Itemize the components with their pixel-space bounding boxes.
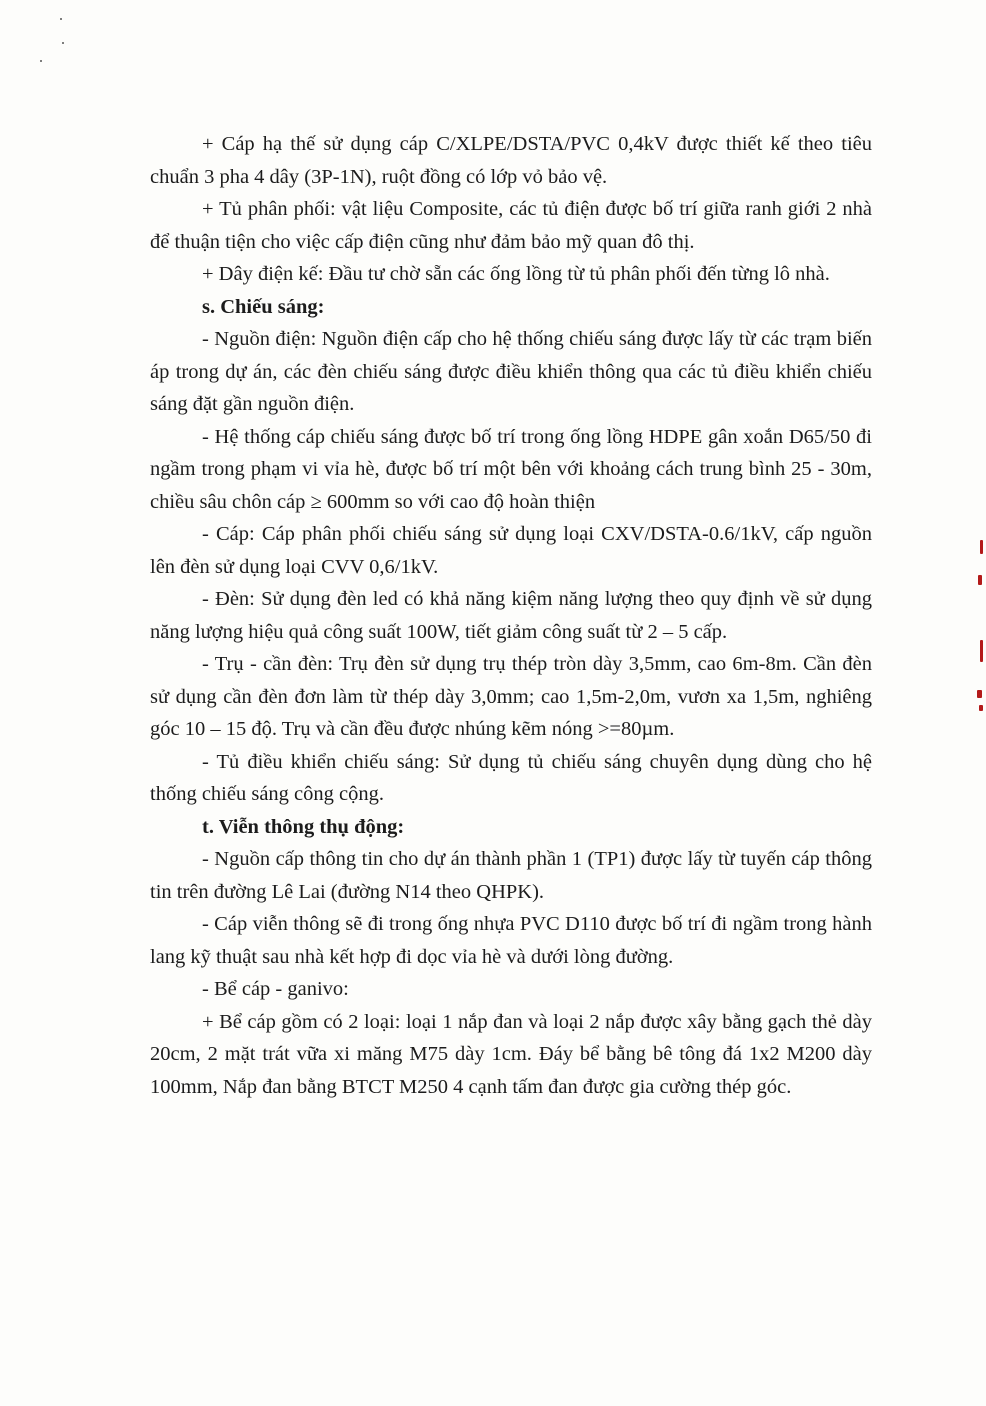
stamp-edge-mark: [979, 705, 983, 711]
stamp-edge-mark: [980, 640, 983, 662]
stamp-edge-mark: [977, 690, 982, 698]
paragraph: - Bể cáp - ganivo:: [202, 978, 349, 1000]
section-heading: s. Chiếu sáng:: [202, 295, 325, 318]
paragraph: - Đèn: Sử dụng đèn led có khả năng kiệm năng lượng theo quy định về sử dụng năng lượng hiệu quả công suất 100W, tiết giảm công suất từ 2 – 5 cấp.: [150, 588, 872, 643]
paragraph: - Nguồn cấp thông tin cho dự án thành phần 1 (TP1) được lấy từ tuyến cáp thông tin trên đường Lê Lai (đường N14 theo QHPK).: [150, 848, 872, 903]
scan-dust: [62, 42, 64, 44]
scan-dust: [60, 18, 62, 20]
scan-dust: [40, 60, 42, 62]
paragraph: - Tủ điều khiển chiếu sáng: Sử dụng tủ chiếu sáng chuyên dụng dùng cho hệ thống chiếu sáng công cộng.: [150, 750, 872, 805]
paragraph: + Bể cáp gồm có 2 loại: loại 1 nắp đan và loại 2 nắp được xây bằng gạch thẻ dày 20cm, 2 mặt trát vữa xi măng M75 dày 1cm. Đáy bể bằng bê tông đá 1x2 M200 dày 100mm, Nắp đan bằng BTCT M250 4 cạnh tấm đan được gia cường thép góc.: [150, 1010, 872, 1098]
paragraph: - Trụ - cần đèn: Trụ đèn sử dụng trụ thép tròn dày 3,5mm, cao 6m-8m. Cần đèn sử dụng cần đèn đơn làm từ thép dày 3,0mm; cao 1,5m-2,0m, vươn xa 1,5m, nghiêng góc 10 – 15 độ. Trụ và cần đều được nhúng kẽm nóng >=80µm.: [150, 653, 872, 740]
paragraph: - Cáp viễn thông sẽ đi trong ống nhựa PVC D110 được bố trí đi ngầm trong hành lang kỹ thuật sau nhà kết hợp đi dọc vỉa hè và dưới lòng đường.: [150, 913, 872, 968]
paragraph: + Tủ phân phối: vật liệu Composite, các tủ điện được bố trí giữa ranh giới 2 nhà để thuận tiện cho việc cấp điện cũng như đảm bảo mỹ quan đô thị.: [150, 198, 872, 253]
paragraph: - Nguồn điện: Nguồn điện cấp cho hệ thống chiếu sáng được lấy từ các trạm biến áp trong dự án, các đèn chiếu sáng được điều khiển thông qua các tủ điều khiển chiếu sáng đặt gần nguồn điện.: [150, 328, 872, 415]
paragraph: - Cáp: Cáp phân phối chiếu sáng sử dụng loại CXV/DSTA-0.6/1kV, cấp nguồn lên đèn sử dụng loại CVV 0,6/1kV.: [150, 523, 872, 578]
paragraph: - Hệ thống cáp chiếu sáng được bố trí trong ống lồng HDPE gân xoắn D65/50 đi ngầm trong phạm vi vỉa hè, được bố trí một bên với khoảng cách trung bình 25 - 30m, chiều sâu chôn cáp ≥ 600mm so với cao độ hoàn thiện: [150, 425, 872, 513]
stamp-edge-mark: [978, 575, 982, 585]
document-body: [150, 128, 872, 1103]
stamp-edge-mark: [980, 540, 983, 554]
paragraph: + Cáp hạ thế sử dụng cáp C/XLPE/DSTA/PVC 0,4kV được thiết kế theo tiêu chuẩn 3 pha 4 dây (3P-1N), ruột đồng có lớp vỏ bảo vệ.: [150, 133, 872, 188]
paragraph: + Dây điện kế: Đầu tư chờ sẵn các ống lồng từ tủ phân phối đến từng lô nhà.: [202, 263, 830, 285]
section-heading: t. Viễn thông thụ động:: [202, 815, 405, 838]
